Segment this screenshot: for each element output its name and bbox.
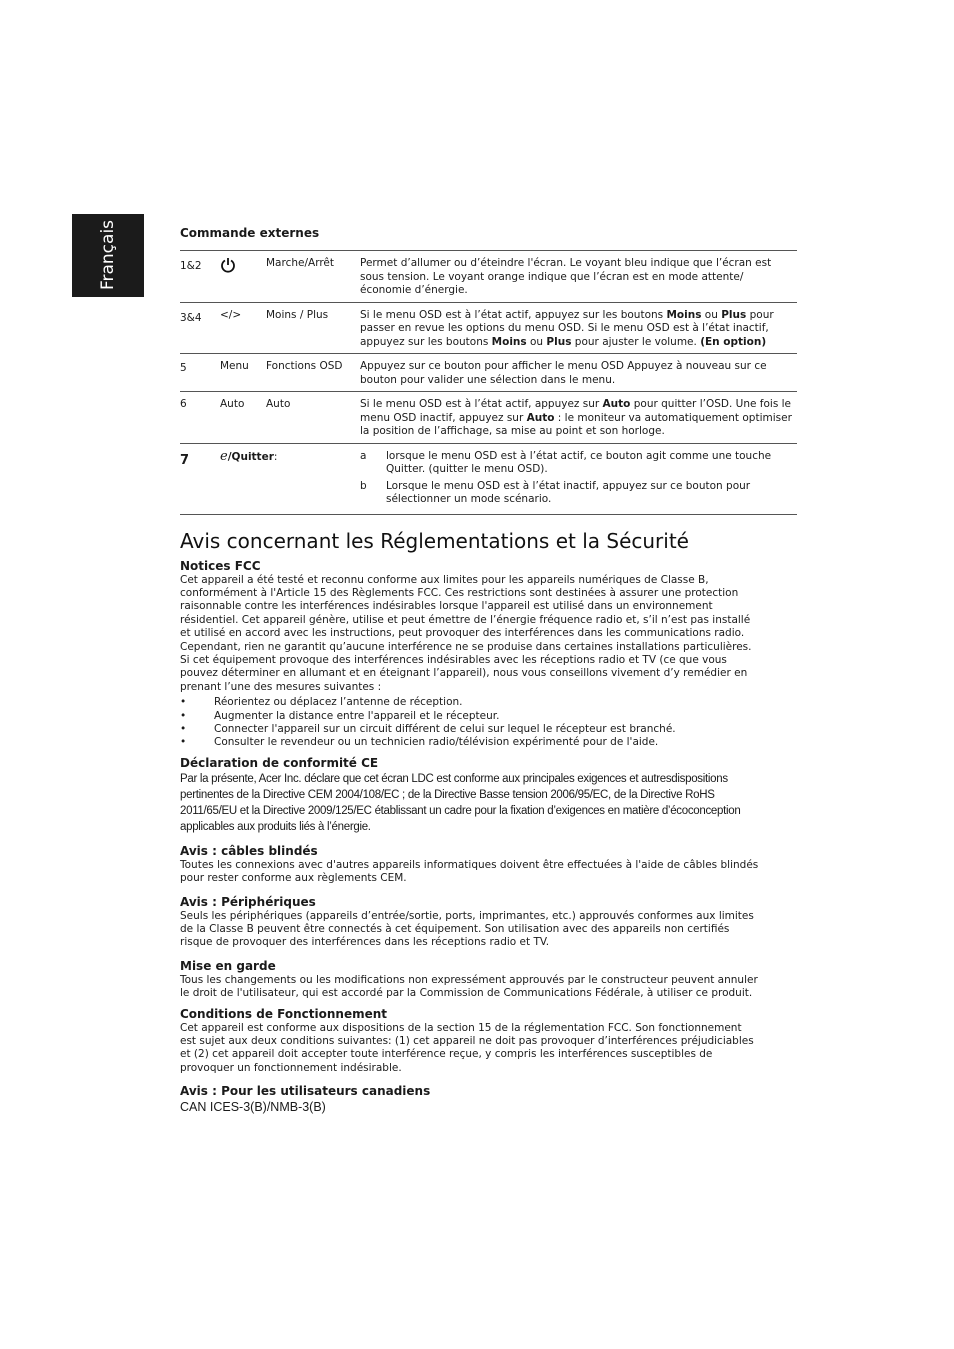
control-number: 3&4 — [180, 311, 202, 324]
table-row — [180, 443, 797, 514]
fcc-text: Cet appareil a été testé et reconnu conforme aux limites pour les appareils numériques de Classe B, conformément à l'Article 15 des Règlements FCC. Ces restrictions sont destinées à assurer une protection raisonnable contre les interférences indésirables lorsque l'appareil est utilisé dans un environnement résidentiel. Cet appareil génère, utilise et peut émettre de l’énergie fréquence radio et, s’il n’est pas installé et utilisé en accord avec les instructions, peut provoquer des interférences dans les communications radio. Cependant, rien ne garantit qu’aucune interférence ne se produise dans certaines installations particulières. Si cet équipement provoque des interférences indésirables avec les réceptions radio et TV (ce que vous pouvez déterminer en allumant et en éteignant l’appareil), nous vous conseillons vivement d’y remédier en prenant l’une des mesures suivantes : — [180, 573, 752, 693]
control-number: 5 — [180, 362, 187, 374]
controls-title: Commande externes — [180, 226, 320, 240]
main-heading: Avis concernant les Réglementations et la Sécurité — [180, 528, 689, 553]
fcc-heading: Notices FCC — [180, 558, 261, 573]
page-content — [180, 226, 797, 1114]
language-tab — [72, 214, 144, 297]
control-description: Permet d’allumer ou d’éteindre l'écran. Le voyant bleu indique que l’écran est sous tension. Le voyant orange indique que l’écran est en mode attente/ économie d’énergie. — [360, 257, 772, 296]
conditions-text: Cet appareil est conforme aux dispositions de la section 15 de la réglementation FCC. Son fonctionnement est sujet aux deux conditions suivantes: (1) cet appareil ne doit pas provoquer d’interférences préjudiciables et (2) cet appareil doit accepter toute interférence reçue, y compris les interférences susceptibles de provoquer un fonctionnement indésirable. — [180, 1021, 754, 1074]
list-item: • Consulter le revendeur ou un technicien radio/télévision expérimenté pour de l'aide. — [180, 736, 797, 749]
control-description: Si le menu OSD est à l’état actif, appuyez sur Auto pour quitter l’OSD. Une fois le menu OSD inactif, appuyez sur Auto : le moniteur va automatiquement optimiser la position de l’affichage, sa mise au point et son horloge. — [360, 398, 792, 437]
ce-text: Par la présente, Acer Inc. déclare que cet écran LDC est conforme aux principales exigences et autresdispositions pertinentes de la Directive CEM 2004/108/EC ; de la Directive Basse tension 2006/95/EC, de la Directive RoHS 2011/65/EU et la Directive 2009/125/EC établissant un cadre pour la fixation d’exigences en matière d’écoconception applicables aux produits liés à l’énergie. — [180, 772, 741, 833]
cables-heading: Avis : câbles blindés — [180, 843, 318, 858]
language-tab-label: Français — [98, 219, 118, 291]
control-description — [360, 443, 797, 514]
controls-table — [180, 250, 797, 515]
table-row — [180, 392, 797, 444]
canada-text: CAN ICES-3(B)/NMB-3(B) — [180, 1100, 326, 1115]
control-icon-text: Auto — [220, 398, 245, 410]
table-row — [180, 354, 797, 392]
control-name: Moins / Plus — [266, 308, 329, 321]
table-row — [180, 251, 797, 303]
control-number: 7 — [180, 452, 190, 468]
control-number: 6 — [180, 398, 187, 410]
list-item: • Augmenter la distance entre l'appareil et le récepteur. — [180, 710, 797, 723]
control-icon-cell: e/Quitter: — [220, 448, 278, 464]
control-icon-text: Menu — [220, 360, 249, 372]
control-name: /Quitter — [227, 450, 274, 463]
fcc-bullets — [180, 696, 797, 750]
control-name: Auto — [266, 398, 291, 410]
cables-text: Toutes les connexions avec d'autres appareils informatiques doivent être effectuées à l'aide de câbles blindés pour rester conforme aux règlements CEM. — [180, 858, 759, 885]
control-name: Marche/Arrêt — [266, 257, 334, 269]
table-row — [180, 302, 797, 354]
peripherals-heading: Avis : Périphériques — [180, 894, 316, 909]
canada-heading: Avis : Pour les utilisateurs canadiens — [180, 1084, 431, 1099]
control-description: Si le menu OSD est à l’état actif, appuyez sur les boutons Moins ou Plus pour passer en revue les options du menu OSD. Si le menu OSD est à l’état inactif, appuyez sur les boutons Moins ou Plus pour ajuster le volume. (En option) — [360, 308, 774, 348]
e-icon: e — [220, 448, 228, 464]
control-name: Fonctions OSD — [266, 360, 343, 372]
conditions-heading: Conditions de Fonctionnement — [180, 1006, 388, 1021]
ce-heading: Déclaration de conformité CE — [180, 755, 379, 770]
list-item: • Réorientez ou déplacez l’antenne de réception. — [180, 696, 797, 709]
control-sublist — [360, 450, 795, 507]
power-icon — [220, 257, 236, 273]
list-item: b Lorsque le menu OSD est à l’état inactif, appuyez sur ce bouton pour sélectionner un mode scénario. — [360, 479, 751, 505]
control-icon-text: </> — [220, 308, 242, 321]
warning-text: Tous les changements ou les modifications non expressément approuvés par le constructeur peuvent annuler le droit de l'utilisateur, qui est accordé par la Commission de Communications Fédérale, à utiliser ce produit. — [180, 973, 758, 1000]
control-description: Appuyez sur ce bouton pour afficher le menu OSD Appuyez à nouveau sur ce bouton pour valider une sélection dans le menu. — [360, 360, 767, 386]
control-number: 1&2 — [180, 260, 202, 272]
warning-heading: Mise en garde — [180, 958, 276, 973]
list-item: • Connecter l'appareil sur un circuit différent de celui sur lequel le récepteur est branché. — [180, 723, 797, 736]
peripherals-text: Seuls les périphériques (appareils d’entrée/sortie, ports, imprimantes, etc.) approuvés conformes aux limites de la Classe B peuvent être connectés à cet équipement. Son utilisation avec des appareils non certifiés risque de provoquer des interférences dans les réceptions radio et TV. — [180, 909, 754, 949]
list-item: a lorsque le menu OSD est à l’état actif, ce bouton agit comme une touche Quitter. (quitter le menu OSD). — [360, 449, 772, 475]
control-icon-cell — [220, 251, 266, 303]
